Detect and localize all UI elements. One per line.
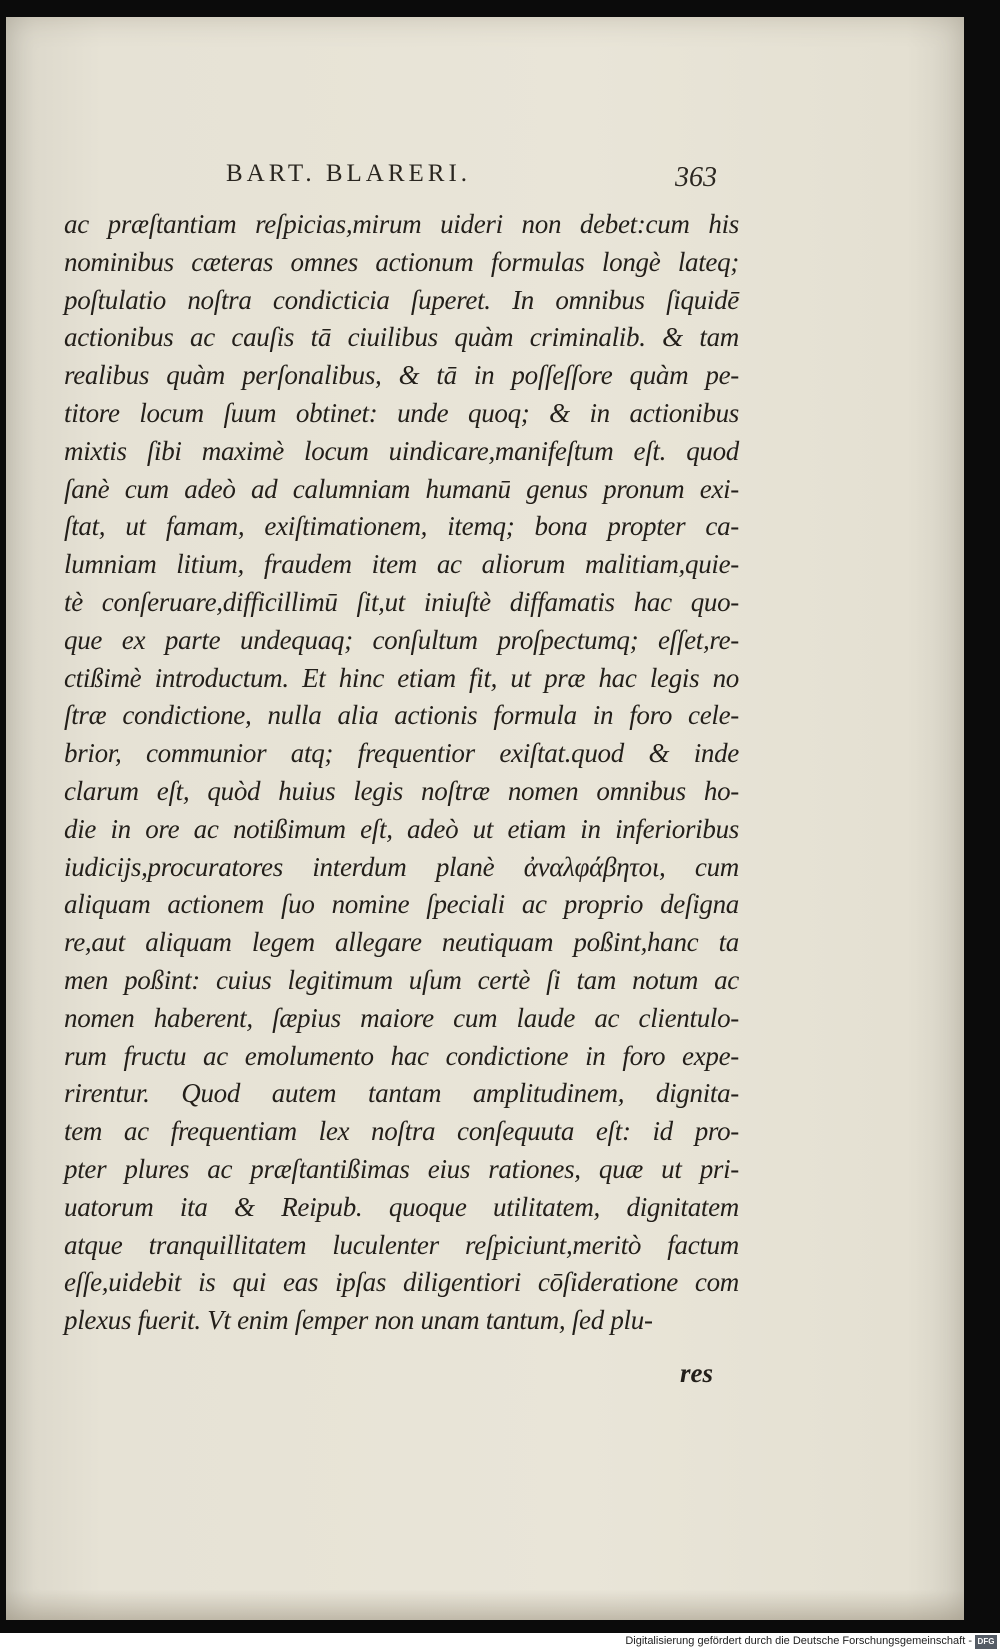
page-bottom-edge — [6, 1590, 964, 1620]
text-line: lumniam litium, fraudem item ac aliorum malitiam,quie- — [64, 549, 739, 580]
text-line: atque tranquillitatem luculenter reſpiciunt,meritò factum — [64, 1229, 739, 1260]
text-line: die in ore ac notißimum eſt, adeò ut etiam in inferioribus — [64, 813, 739, 844]
text-line: ſtat, ut famam, exiſtimationem, itemq; bona propter ca- — [64, 511, 739, 542]
text-line: pter plures ac præſtantißimas eius rationes, quæ ut pri- — [64, 1153, 739, 1184]
text-line: aliquam actionem ſuo nomine ſpeciali ac proprio deſigna — [64, 889, 739, 920]
running-head: BART. BLARERI. — [226, 160, 472, 187]
text-line: iudicijs,procuratores interdum planè ἀναλφάβητοι, cum — [64, 851, 739, 882]
text-line: re,aut aliquam legem allegare neutiquam poßint,hanc ta — [64, 927, 739, 958]
text-line: realibus quàm perſonalibus, & tā in poſſeſſore quàm pe- — [64, 360, 739, 391]
text-line: tem ac frequentiam lex noſtra conſequuta eſt: id pro- — [64, 1116, 739, 1147]
text-line: mixtis ſibi maximè locum uindicare,manifeſtum eſt. quod — [64, 435, 739, 466]
text-line: brior, communior atq; frequentior exiſtat.quod & inde — [64, 738, 739, 769]
text-line: men poßint: cuius legitimum uſum certè ſi tam notum ac — [64, 964, 739, 995]
catchword: res — [680, 1358, 713, 1388]
text-line: ſtræ condictione, nulla alia actionis formula in foro cele- — [64, 700, 739, 731]
text-line: que ex parte undequaq; conſultum proſpectumq; eſſet,re- — [64, 624, 739, 655]
footer-bar — [0, 1633, 1000, 1652]
text-line: clarum eſt, quòd huius legis noſtræ nomen omnibus ho- — [64, 775, 739, 806]
text-line: nomen haberent, ſæpius maiore cum laude ac clientulo- — [64, 1002, 739, 1033]
text-line: uatorum ita & Reipub. quoque utilitatem, dignitatem — [64, 1191, 739, 1222]
funding-credit: Digitalisierung gefördert durch die Deutsche Forschungsgemeinschaft - — [625, 1635, 972, 1647]
text-line: actionibus ac cauſis tā ciuilibus quàm criminalib. & tam — [64, 322, 739, 353]
text-line: poſtulatio noſtra condicticia ſuperet. In omnibus ſiquidē — [64, 284, 739, 315]
text-line: tè conſeruare,difficillimū ſit,ut iniuſtè diffamatis hac quo- — [64, 586, 739, 617]
text-line: ac præſtantiam reſpicias,mirum uideri non debet:cum his — [64, 209, 739, 239]
text-line: nominibus cæteras omnes actionum formulas longè lateq; — [64, 246, 739, 277]
text-line: plexus fuerit. Vt enim ſemper non unam tantum, ſed plu- — [64, 1305, 653, 1336]
text-line: ctißimè introductum. Et hinc etiam fit, ut præ hac legis no — [64, 662, 739, 693]
page-number: 363 — [675, 162, 717, 193]
text-line: ſanè cum adeò ad calumniam humanū genus pronum exi- — [64, 473, 739, 504]
text-line: rum fructu ac emolumento hac condictione in foro expe- — [64, 1040, 739, 1071]
dfg-logo: DFG — [975, 1635, 997, 1649]
text-line: eſſe,uidebit is qui eas ipſas diligentiori cōſideratione com — [64, 1267, 739, 1298]
text-line: titore locum ſuum obtinet: unde quoq; & in actionibus — [64, 397, 739, 428]
text-line: rirentur. Quod autem tantam amplitudinem, dignita- — [64, 1078, 739, 1109]
text-block — [64, 206, 739, 1340]
